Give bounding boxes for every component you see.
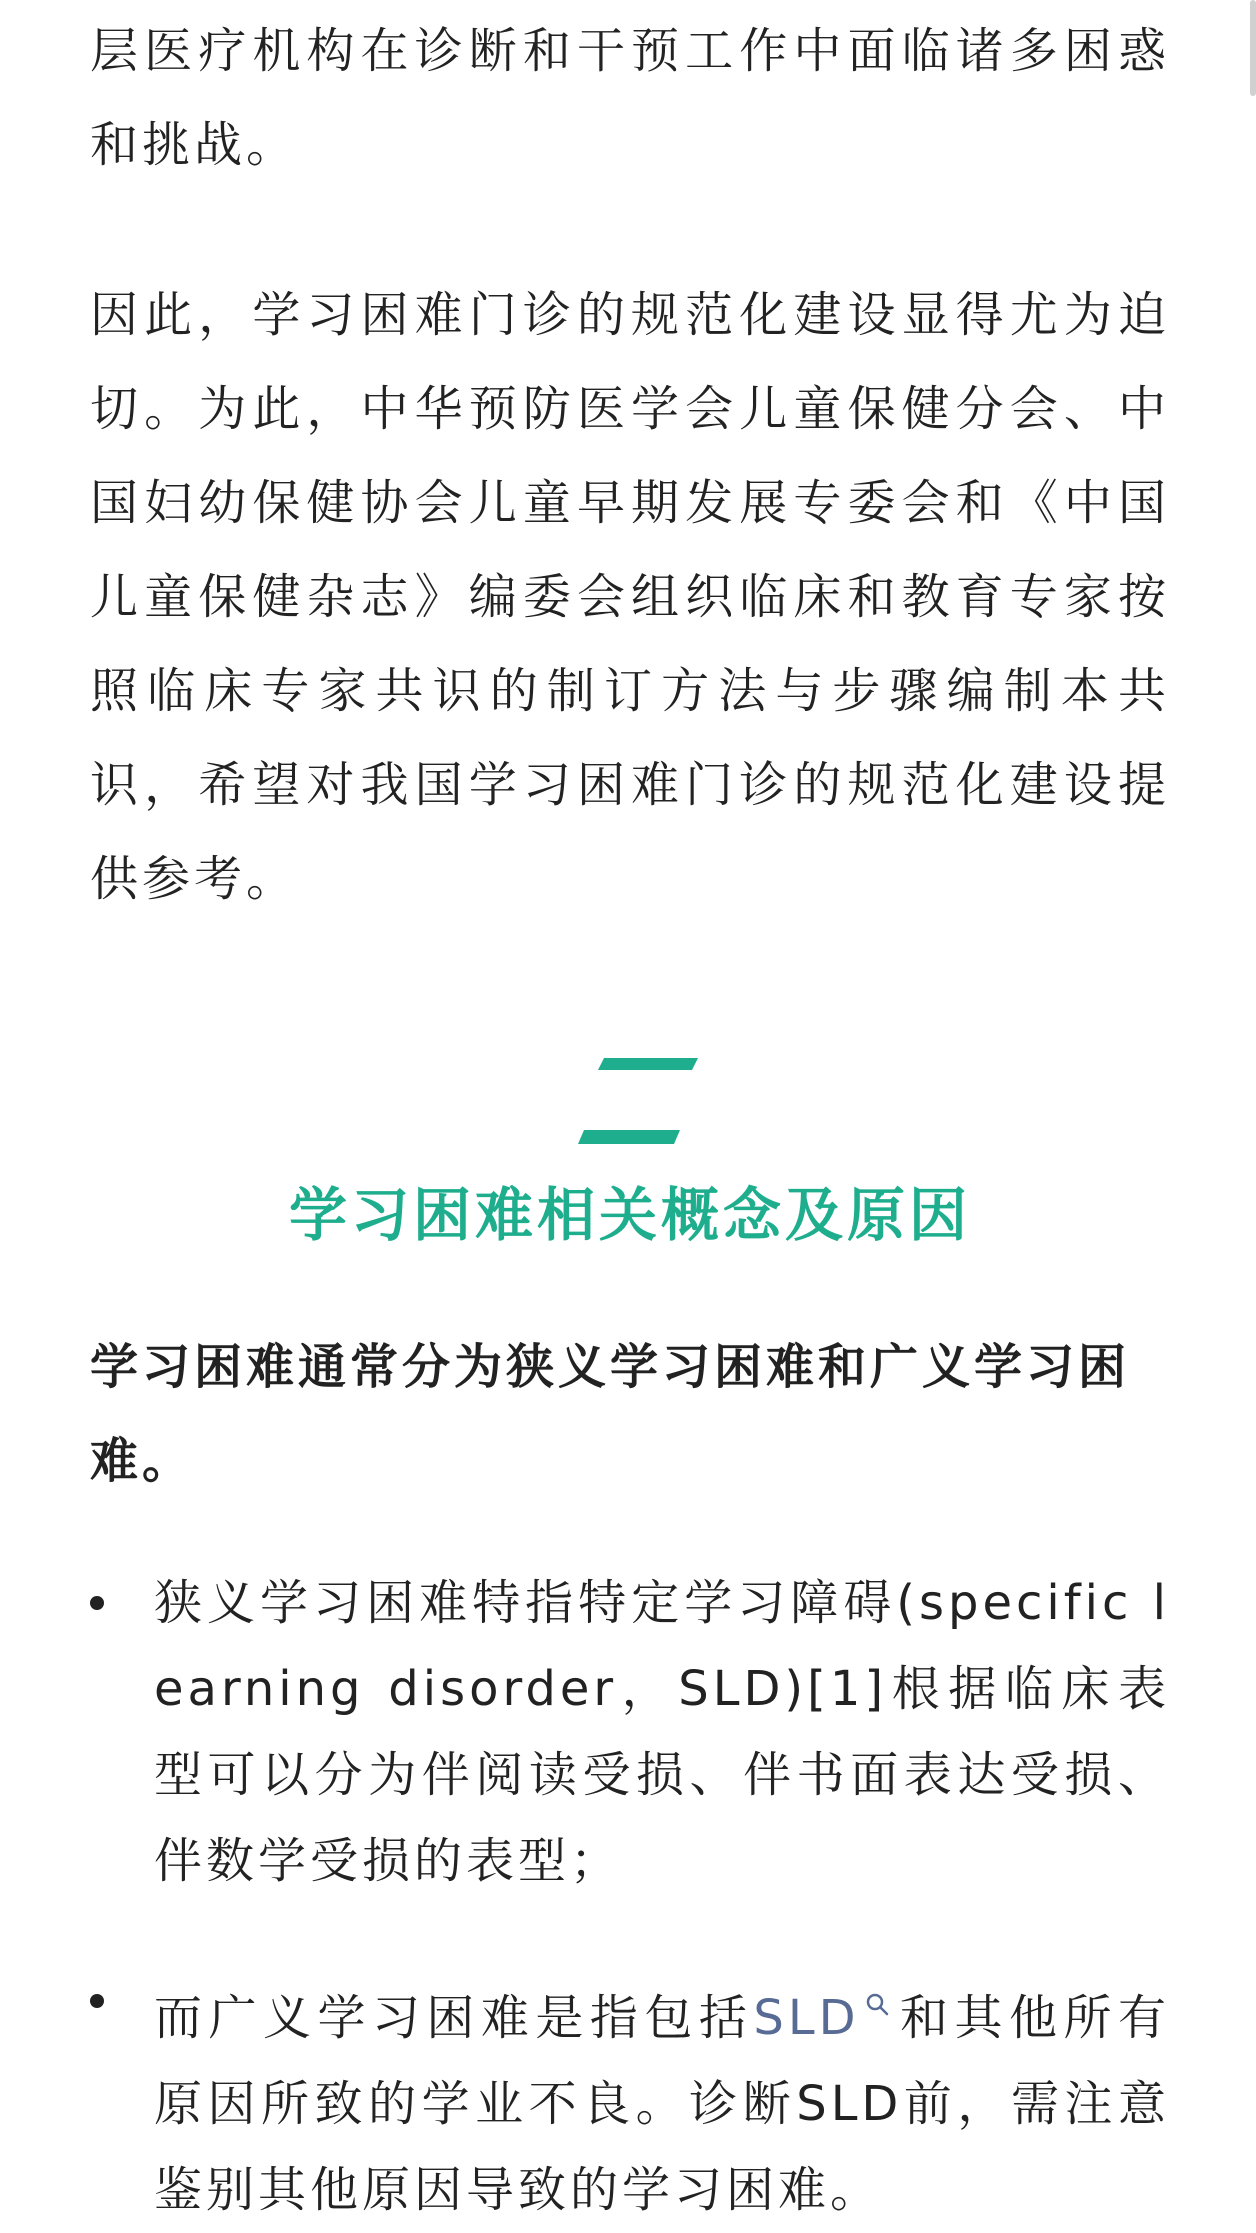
section-number-two — [570, 1052, 710, 1152]
list-item-text-after: 和其他所有原因所致的学业不良。诊断SLD前，需注意鉴别其他原因导致的学习困难。 — [154, 1990, 1170, 2218]
section-heading: 学习困难相关概念及原因 — [288, 1181, 971, 1249]
list-item — [90, 1958, 1170, 2233]
lead-sentence: 学习困难通常分为狭义学习困难和广义学习困难。 — [90, 1339, 1131, 1489]
scrollbar[interactable] — [1250, 0, 1256, 96]
section-number-graphic — [570, 1052, 710, 1152]
bullet-dot — [90, 1596, 104, 1610]
bullet-list-2 — [90, 1958, 1170, 2233]
paragraph-purpose: 因此，学习困难门诊的规范化建设显得尤为迫切。为此，中华预防医学会儿童保健分会、中国妇幼保健协会儿童早期发展专委会和《中国儿童保健杂志》编委会组织临床和教育专家按照临床专家共识的制订方法与步骤编制本共识，希望对我国学习困难门诊的规范化建设提供参考。 — [90, 287, 1170, 907]
bullet-list-1 — [90, 1560, 1170, 1904]
list-item-text-before: 而广义学习困难是指包括 — [154, 1990, 754, 2046]
bullet-dot — [90, 1994, 104, 2008]
search-icon — [864, 1958, 890, 1984]
sld-link-label: SLD — [753, 1990, 860, 2046]
list-item — [90, 1560, 1170, 1904]
paragraph-intro-end: 层医疗机构在诊断和干预工作中面临诸多困惑和挑战。 — [90, 23, 1170, 173]
list-item-text: 狭义学习困难特指特定学习障碍(specific learning disorder，SLD)[1]根据临床表型可以分为伴阅读受损、伴书面表达受损、伴数学受损的表型； — [154, 1575, 1170, 1889]
sld-search-link[interactable] — [753, 1990, 897, 2046]
